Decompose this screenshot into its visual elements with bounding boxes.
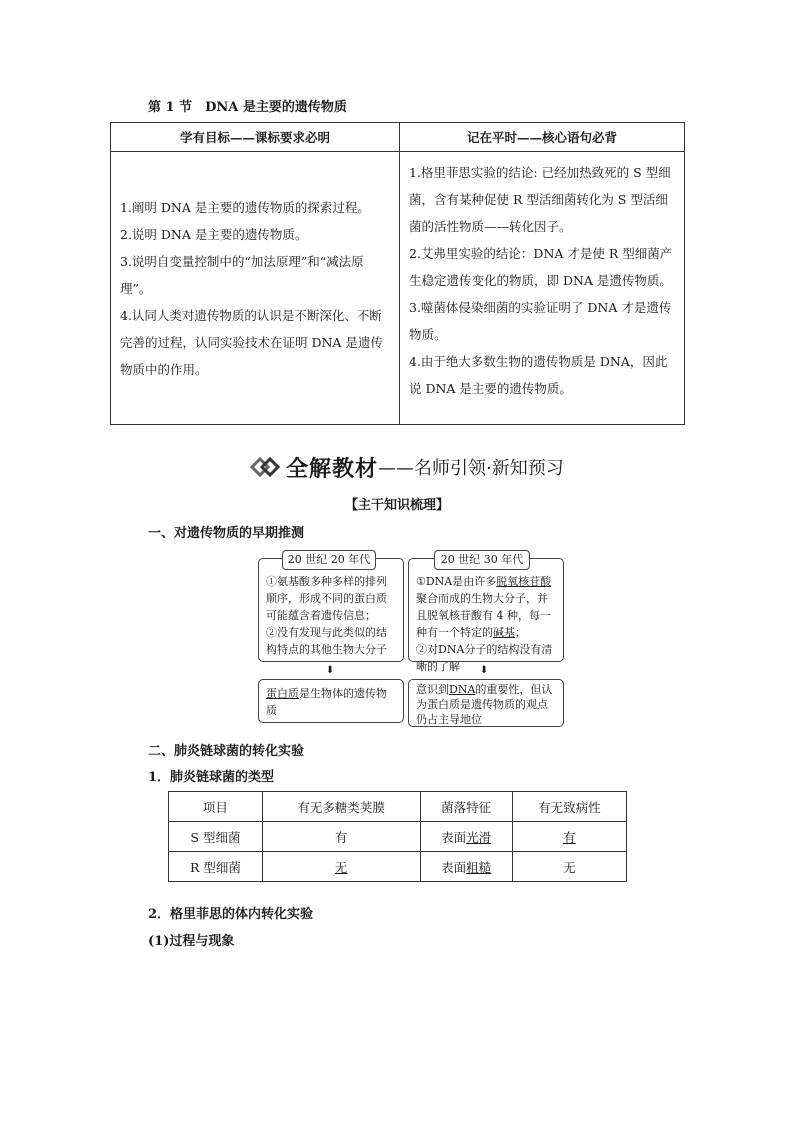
types-header: 有无致病性 — [512, 792, 626, 822]
pathogenic-value — [512, 822, 626, 852]
colony-underlined: 粗糙 — [466, 859, 492, 875]
part2-title: 二、肺炎链球菌的转化实验 — [148, 744, 305, 759]
right-evidence-1d: 碱基 — [493, 626, 515, 639]
pathogenic-underlined: 有 — [563, 829, 576, 845]
goal-item: 2.说明 DNA 是主要的遗传物质。 — [120, 226, 308, 242]
part2-sub2: 2．格里菲思的体内转化实验 — [148, 907, 314, 922]
left-evidence-2: ②没有发现与此类似的结构特点的其他生物大分子 — [266, 626, 387, 656]
type-name: S 型细菌 — [169, 822, 263, 852]
goal-item: 1.阐明 DNA 是主要的遗传物质的探索过程。 — [120, 199, 370, 215]
right-evidence-1 — [416, 573, 556, 641]
left-era-tag: 20 世纪 20 年代 — [282, 550, 376, 570]
capsule-underlined: 无 — [334, 859, 348, 875]
subheading: 【主干知识梳理】 — [344, 498, 449, 513]
goals-header-right: 记在平时——核心语句必背 — [400, 123, 685, 152]
key-sentence: 2.艾弗里实验的结论：DNA 才是使 R 型细菌产生稳定遗传变化的物质，即 DNA 是遗传物质。 — [409, 246, 673, 288]
right-evidence-1c: 聚合而成的生物大分子，并且脱氧核苷酸有 4 种，每一种有一个特定的 — [416, 592, 551, 639]
table-row — [169, 822, 627, 852]
goals-table — [110, 122, 685, 425]
right-result-a: 意识到 — [416, 683, 449, 696]
section-title: 第 1 节 DNA 是主要的遗传物质 — [148, 100, 347, 115]
types-header: 有无多糖类荚膜 — [262, 792, 420, 822]
goals-header-left: 学有目标——课标要求必明 — [111, 123, 400, 152]
left-result-text: 是生物体的遗传物质 — [266, 687, 387, 717]
left-result-box — [258, 679, 404, 723]
right-result-box — [408, 679, 564, 727]
banner-main-text: 全解教材 — [286, 456, 379, 482]
right-era-tag: 20 世纪 30 年代 — [434, 550, 530, 570]
banner-sub-text: ——名师引领·新知预习 — [378, 458, 564, 479]
pathogenic-value: 无 — [512, 852, 626, 882]
right-evidence-1e: ； — [515, 626, 526, 639]
part1-title: 一、对遗传物质的早期推测 — [148, 526, 305, 541]
right-evidence-2: ②对DNA分子的结构没有清晰的了解 — [416, 643, 553, 673]
colony-value — [420, 822, 512, 852]
right-evidence-1a: ①DNA是由许多 — [416, 575, 497, 588]
capsule-value: 有 — [262, 822, 420, 852]
right-result-underlined: DNA — [449, 683, 476, 696]
key-sentence: 4.由于绝大多数生物的遗传物质是 DNA，因此说 DNA 是主要的遗传物质。 — [409, 354, 668, 396]
type-name: R 型细菌 — [169, 852, 263, 882]
left-result-underlined: 蛋白质 — [266, 687, 299, 700]
right-down-arrow-icon: ⬇ — [480, 665, 489, 676]
table-row — [169, 852, 627, 882]
right-result-b: 的重要性，但认为蛋白质是遗传物质的观点仍占主导地位 — [416, 683, 553, 726]
right-evidence-1b: 脱氧核苷酸 — [496, 575, 552, 588]
goal-item: 3.说明自变量控制中的“加法原理”和“减法原理”。 — [120, 253, 364, 296]
left-evidence-box — [258, 558, 404, 662]
colony-value — [420, 852, 512, 882]
bacteria-types-table — [168, 791, 627, 882]
goals-left-cell — [111, 152, 400, 425]
types-header: 项目 — [169, 792, 263, 822]
part2-sub2-1: (1)过程与现象 — [148, 934, 235, 949]
types-header: 菌落特征 — [420, 792, 512, 822]
left-evidence-1: ①氨基酸多种多样的排列顺序，形成不同的蛋白质可能蕴含着遗传信息； — [266, 575, 387, 622]
right-evidence-box — [408, 558, 564, 673]
section-banner — [250, 452, 590, 482]
key-sentence: 1.格里菲思实验的结论: 已经加热致死的 S 型细菌，含有某种促使 R 型活细菌转化为 S 型活细菌的活性物质——转化因子。 — [409, 165, 671, 234]
key-sentence: 3.噬菌体侵染细菌的实验证明了 DNA 才是遗传物质。 — [409, 300, 672, 342]
goals-right-cell — [400, 152, 685, 425]
part2-sub1: 1．肺炎链球菌的类型 — [148, 770, 275, 785]
colony-underlined: 光滑 — [466, 829, 492, 845]
colony-prefix: 表面 — [441, 859, 467, 875]
goal-item: 4.认同人类对遗传物质的认识是不断深化、不断完善的过程，认同实验技术在证明 DNA 是遗传物质中的作用。 — [120, 307, 383, 377]
capsule-value — [262, 852, 420, 882]
colony-prefix: 表面 — [441, 829, 467, 845]
left-down-arrow-icon: ⬇ — [326, 665, 335, 676]
banner-logo-icon — [250, 456, 282, 478]
